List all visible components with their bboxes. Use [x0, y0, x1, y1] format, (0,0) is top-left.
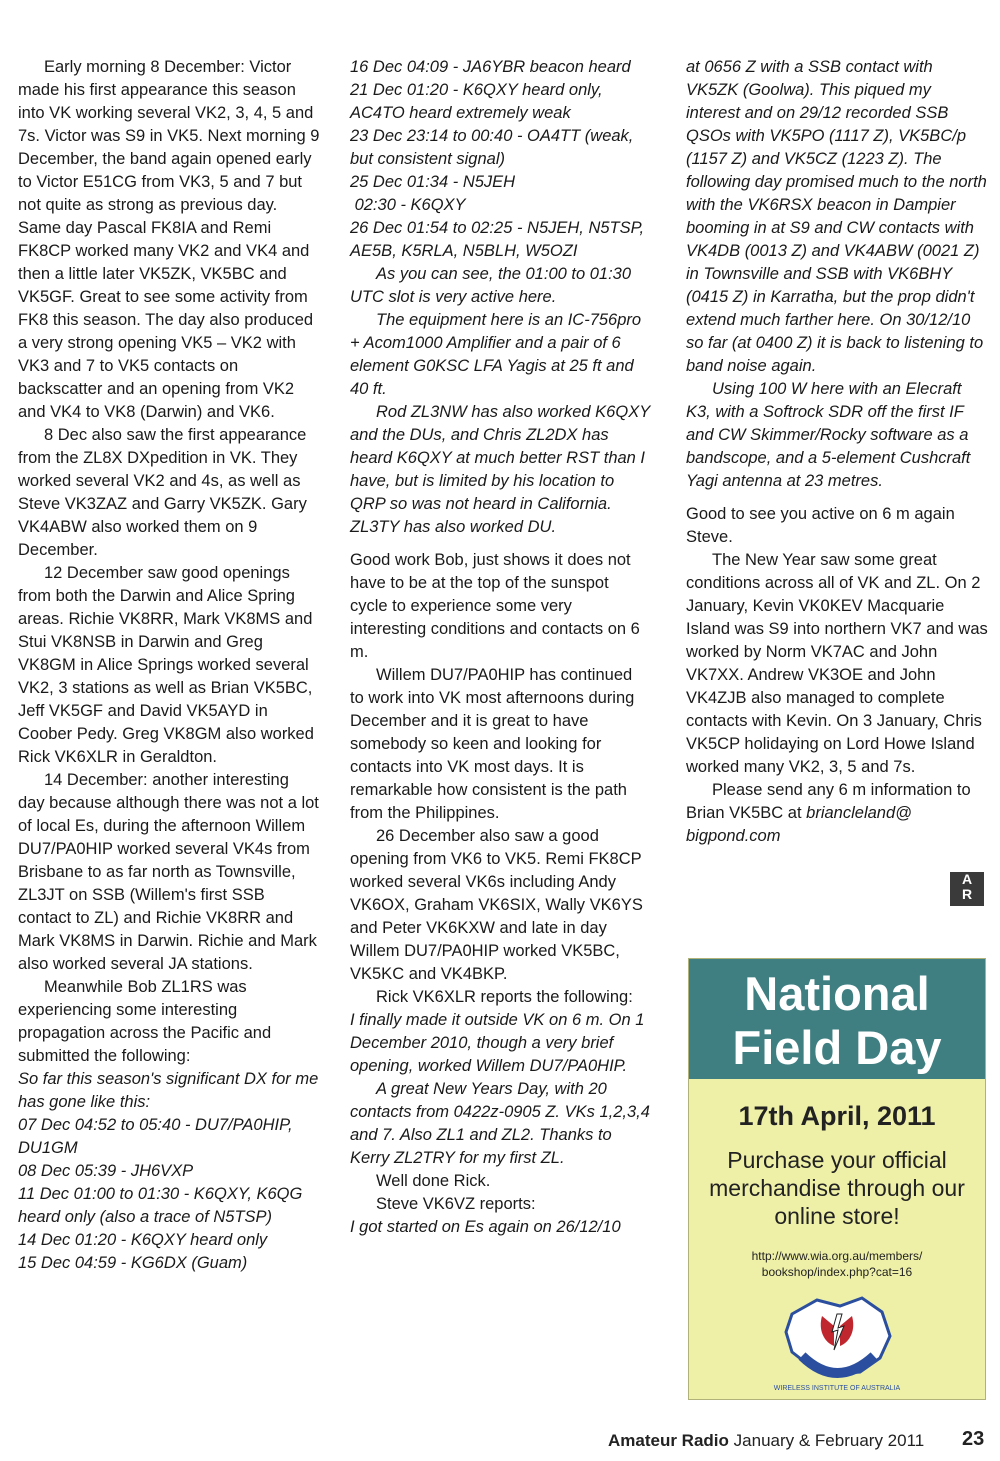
paragraph: Well done Rick. — [376, 1172, 491, 1190]
quote-paragraph: Using 100 W here with an Elecraft K3, with a Softrock SDR off the first IF and CW Skimmer/Rocky software as a bandscope, and a 5-element Cushcraft Yagi antenna at 23 metres. — [686, 380, 971, 490]
log-entry: 16 Dec 04:09 - JA6YBR beacon heard — [350, 58, 631, 76]
paragraph: Meanwhile Bob ZL1RS was experiencing some interesting propagation across the Pacific and submitted the following: — [18, 978, 272, 1065]
page-footer — [608, 1431, 924, 1451]
url-line: bookshop/index.php?cat=16 — [761, 1265, 913, 1279]
log-entry: 15 Dec 04:59 - KG6DX (Guam) — [18, 1254, 248, 1272]
field-day-advert — [688, 958, 986, 1400]
column-2 — [350, 56, 650, 1239]
wia-logo — [762, 1286, 912, 1396]
email-address: briancleland@ bigpond.com — [686, 804, 912, 845]
log-entry: 26 Dec 01:54 to 02:25 - N5JEH, N5TSP, AE5B, K5RLA, N5BLH, W5OZI — [350, 219, 645, 260]
paragraph: Early morning 8 December: Victor made his first appearance this season into VK working several VK2, 3, 4, 5 and 7s. Victor was S9 in VK5. Next morning 9 December, the band again opened early to Victor E51CG from VK3, 5 and 7 but not quite as strong as previous day. Same day Pascal FK8IA and Remi FK8CP worked many VK2 and VK4 and then a little later VK5ZK, VK5BC and VK5GF. Great to see some activity from FK8 this season. The day also produced a very strong opening VK5 – VK2 with VK3 and 7 to VK5 contacts on backscatter and an opening from VK2 and VK4 to VK8 (Darwin) and VK6. — [18, 58, 320, 421]
log-entry: 07 Dec 04:52 to 05:40 - DU7/PA0HIP, DU1GM — [18, 1116, 293, 1157]
quote-paragraph: A great New Years Day, with 20 contacts from 0422z-0905 Z. VKs 1,2,3,4 and 7. Also ZL1 and ZL2. Thanks to Kerry ZL2TRY for my first ZL. — [350, 1080, 650, 1167]
column-3 — [686, 56, 988, 848]
column-1 — [18, 56, 320, 1275]
paragraph: The New Year saw some great conditions across all of VK and ZL. On 2 January, Kevin VK0KEV Macquarie Island was S9 into northern VK7 and was worked by Norm VK7AC and John VK7XX. Andrew VK3OE and John VK4ZJB also managed to complete contacts with Kevin. On 3 January, Chris VK5CP holidaying on Lord Howe Island worked many VK2, 3, 5 and 7s. — [686, 551, 988, 776]
quote-paragraph: at 0656 Z with a SSB contact with VK5ZK (Goolwa). This piqued my interest and on 29/12 recorded SSB QSOs with VK5PO (1117 Z), VK5BC/p (1157 Z) and VK5CZ (1223 Z). The following day promised much to the north with the VK6RSX beacon in Dampier booming in at S9 and CW contacts with VK4DB (0013 Z) and VK4ABW (0021 Z) in Townsville and SSB with VK6BHY (0415 Z) in Karratha, but the prop didn't extend much farther here. On 30/12/10 so far (at 0400 Z) it is back to listening to band noise again. — [686, 58, 987, 375]
paragraph: Willem DU7/PA0HIP has continued to work into VK most afternoons during December and it is great to have somebody so keen and looking for contacts into VK most days. It is remarkable how consistent is the path from the Philippines. — [350, 666, 635, 822]
page-number: 23 — [962, 1428, 985, 1450]
paragraph: 26 December also saw a good opening from VK6 to VK5. Remi FK8CP worked several VK6s including Andy VK6OX, Graham VK6SIX, Wally VK6YS and Peter VK6KXW and late in day Willem DU7/PA0HIP worked VK5BC, VK5KC and VK4BKP. — [350, 827, 643, 983]
paragraph: Good work Bob, just shows it does not have to be at the top of the sunspot cycle to experience some very interesting conditions and contacts on 6 m. — [350, 551, 640, 661]
paragraph: 8 Dec also saw the first appearance from the ZL8X DXpedition in VK. They worked several VK2 and 4s, as well as Steve VK3ZAZ and Garry VK5ZK. Gary VK4ABW also worked them on 9 December. — [18, 426, 307, 559]
log-entry: 08 Dec 05:39 - JH6VXP — [18, 1162, 194, 1180]
paragraph: Steve VK6VZ reports: — [376, 1195, 536, 1213]
log-entry: 11 Dec 01:00 to 01:30 - K6QXY, K6QG heard only (also a trace of N5TSP) — [18, 1185, 303, 1226]
ar-logo-letter: A — [961, 871, 973, 887]
log-entry: 02:30 - K6QXY — [350, 196, 466, 214]
contact-text: Please send any 6 m information to Brian VK5BC at — [686, 781, 971, 822]
paragraph — [686, 779, 988, 848]
paragraph: Good to see you active on 6 m again Steve. — [686, 505, 955, 546]
advert-title: Field Day — [732, 1021, 942, 1074]
paragraph: Rick VK6XLR reports the following: — [376, 988, 633, 1006]
paragraph: 14 December: another interesting day because although there was not a lot of local Es, during the afternoon Willem DU7/PA0HIP worked several VK4s from Brisbane to as far north as Townsville, ZL3JT on SSB (Willem's first SSB contact to ZL) and Richie VK8RR and Mark VK8MS in Darwin. Richie and Mark also worked several JA stations. — [18, 771, 319, 973]
quote-paragraph: I got started on Es again on 26/12/10 — [350, 1218, 621, 1236]
publication-name: Amateur Radio — [608, 1431, 729, 1450]
log-entry: 14 Dec 01:20 - K6QXY heard only — [18, 1231, 268, 1249]
ar-logo — [950, 872, 984, 906]
log-entry: 21 Dec 01:20 - K6QXY heard only, AC4TO heard extremely weak — [350, 81, 603, 122]
quote-paragraph: The equipment here is an IC-756pro + Acom1000 Amplifier and a pair of 6 element G0KSC LFA Yagis at 25 ft and 40 ft. — [350, 311, 642, 398]
wia-logo-text: WIRELESS INSTITUTE OF AUSTRALIA — [773, 1385, 901, 1392]
log-entry: 25 Dec 01:34 - N5JEH — [350, 173, 516, 191]
log-entry: 23 Dec 23:14 to 00:40 - OA4TT (weak, but consistent signal) — [350, 127, 634, 168]
ar-logo-letter: R — [961, 886, 973, 902]
quote-paragraph: As you can see, the 01:00 to 01:30 UTC slot is very active here. — [350, 265, 632, 306]
url-line: http://www.wia.org.au/members/ — [751, 1249, 923, 1263]
log-entry: So far this season's significant DX for me has gone like this: — [18, 1070, 319, 1111]
advert-date: 17th April, 2011 — [738, 1101, 936, 1131]
quote-paragraph: Rod ZL3NW has also worked K6QXY and the DUs, and Chris ZL2DX has heard K6QXY at much better RST than I have, but is limited by his location to QRP so was not heard in California. ZL3TY has also worked DU. — [350, 403, 650, 536]
advert-header — [689, 959, 985, 1079]
paragraph: 12 December saw good openings from both the Darwin and Alice Spring areas. Richie VK8RR, Mark VK8MS and Stui VK8NSB in Darwin and Greg VK8GM in Alice Springs worked several VK2, 3 stations as well as Brian VK5BC, Jeff VK5GF and David VK5AYD in Coober Pedy. Greg VK8GM also worked Rick VK6XLR in Geraldton. — [18, 564, 314, 766]
advert-url[interactable] — [689, 1248, 985, 1280]
issue-date: January & February 2011 — [733, 1431, 925, 1450]
quote-paragraph: I finally made it outside VK on 6 m. On 1 December 2010, though a very brief opening, worked Willem DU7/PA0HIP. — [350, 1011, 645, 1075]
advert-text: Purchase your official merchandise through our online store! — [709, 1147, 965, 1229]
advert-title: National — [744, 967, 930, 1020]
